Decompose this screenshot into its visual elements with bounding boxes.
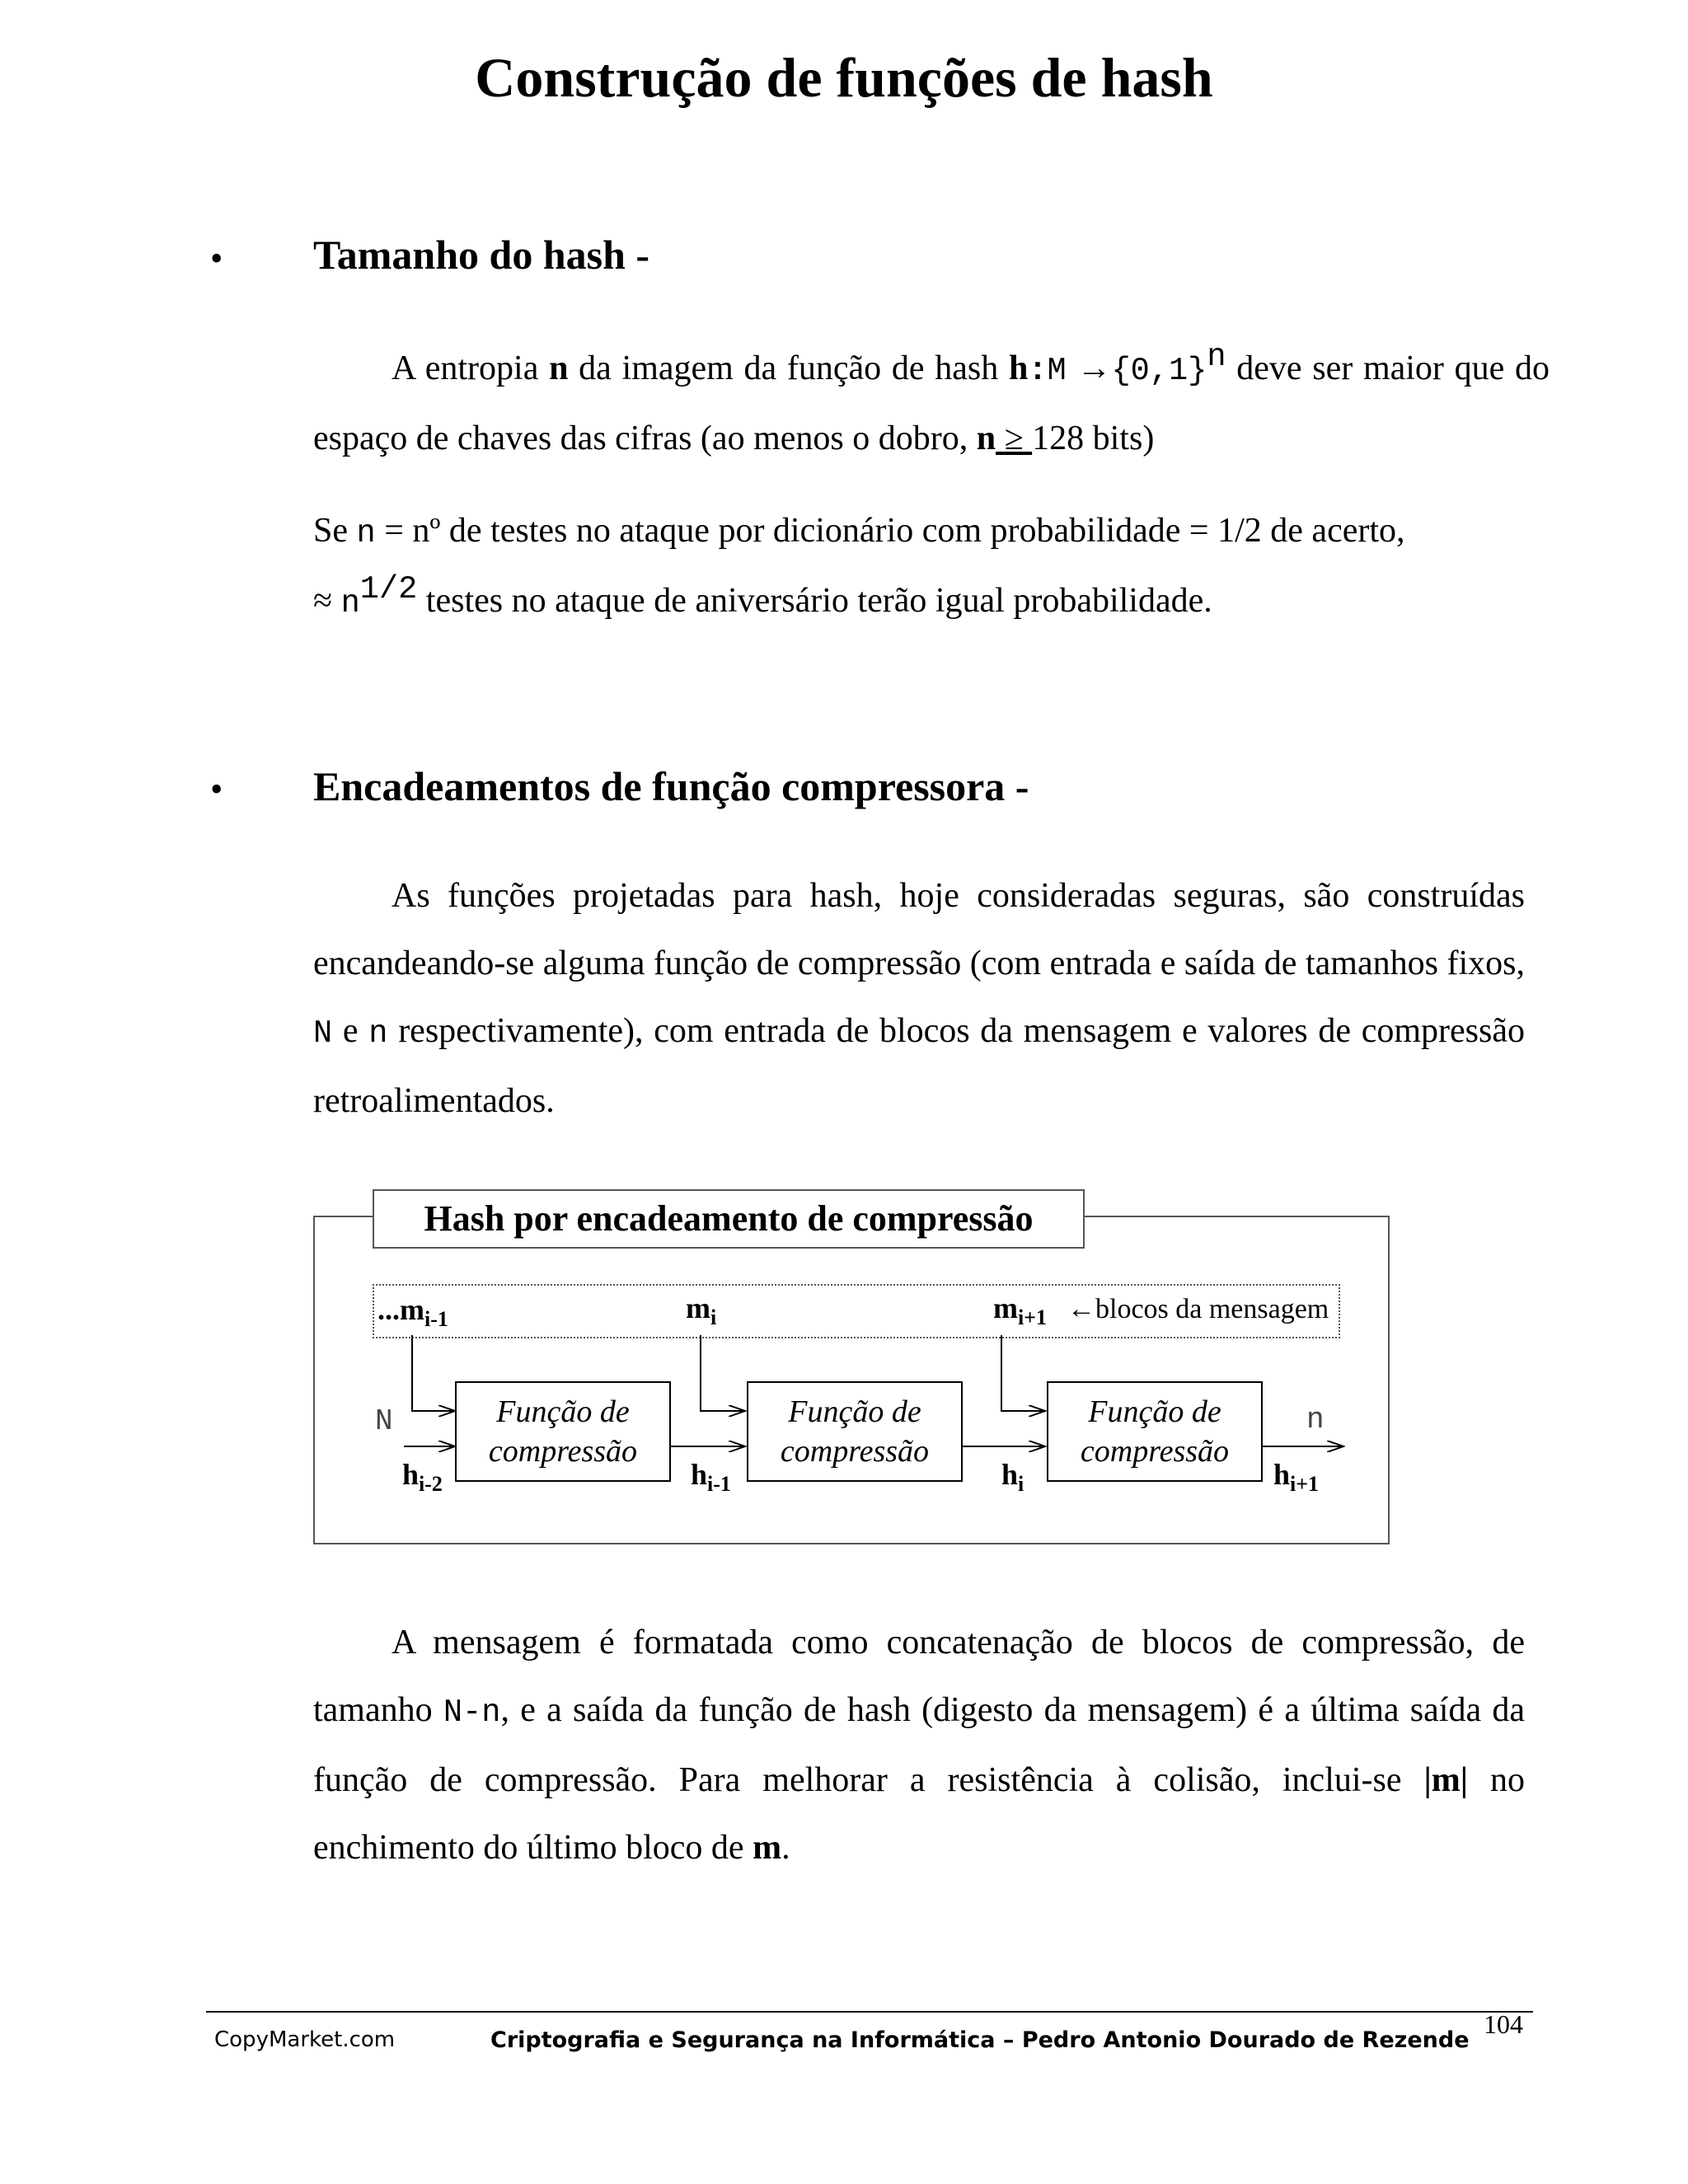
section-heading-compression-chaining: Encadeamentos de função compressora - (313, 763, 1029, 809)
compression-function-box-2: Função de compressão (747, 1381, 963, 1482)
block-label-m-i-1: $...m_{i-1}$ (377, 1293, 448, 1331)
input-arrow-m-i+1 (1001, 1335, 1045, 1411)
block-label-m-i+1: $m_{i+1}$ (993, 1291, 1047, 1329)
diagram-title: Hash por encadeamento de compressão (373, 1189, 1085, 1249)
footer-book-title: Criptografia e Segurança na Informática – Pedro Antonio Dourado de Rezende (490, 2027, 1470, 2053)
compression-function-box-3: Função de compressão (1047, 1381, 1263, 1482)
output-size-n: n (1306, 1403, 1325, 1436)
blocks-caption: ←blocos da mensagem (1067, 1294, 1329, 1324)
footer-publisher: CopyMarket.com (214, 2027, 396, 2052)
h-label-i-2: $h_{i-2}$ (402, 1458, 443, 1496)
paragraph-compression-functions: As funções projetadas para hash, hoje consideradas seguras, são construídas encandeando-se alguma função de compressão (com entrada e saída de tamanhos fixos, N e n respectivamente), com entrada de blocos da mensagem e valores de compressão retroalimentados. (313, 877, 1525, 1120)
compression-function-box-1: Função de compressão (455, 1381, 671, 1482)
paragraph-dictionary-attack: Se n = nº de testes no ataque por dicionário com probabilidade = 1/2 de acerto, ≈ $n^{1/2}$ testes no ataque de aniversário terão igual probabilidade. (313, 512, 1405, 621)
block-label-m-i: $m_i$ (686, 1291, 717, 1329)
input-size-N: N (375, 1404, 393, 1438)
input-arrow-m-i (701, 1335, 745, 1411)
bullet-2: • (210, 769, 223, 809)
paragraph-entropy: A entropia n da imagem da função de hash h:M $\to\{0,1\}^n$ deve ser maior que do espaço de chaves das cifras (ao menos o dobro, n ≥ 128 bits) (313, 338, 1550, 457)
bullet-1: • (210, 238, 223, 279)
page-number: 104 (1484, 2009, 1523, 2039)
h-label-i: $h_i$ (1001, 1458, 1025, 1496)
h-label-i+1: $h_{i+1}$ (1273, 1458, 1319, 1496)
input-arrow-m-i-1 (412, 1335, 455, 1411)
section-heading-hash-size: Tamanho do hash - (313, 232, 650, 278)
h-label-i-1: $h_{i-1}$ (691, 1458, 731, 1496)
paragraph-message-formatting: A mensagem é formatada como concatenação de blocos de compressão, de tamanho N-n, e a saída da função de hash (digesto da mensagem) é a última saída da função de compressão. Para melhorar a resistência à colisão, inclui-se |m| no enchimento do último bloco de m. (313, 1624, 1525, 1867)
page-title: Construção de funções de hash (475, 46, 1213, 109)
footer-divider (206, 2011, 1533, 2013)
